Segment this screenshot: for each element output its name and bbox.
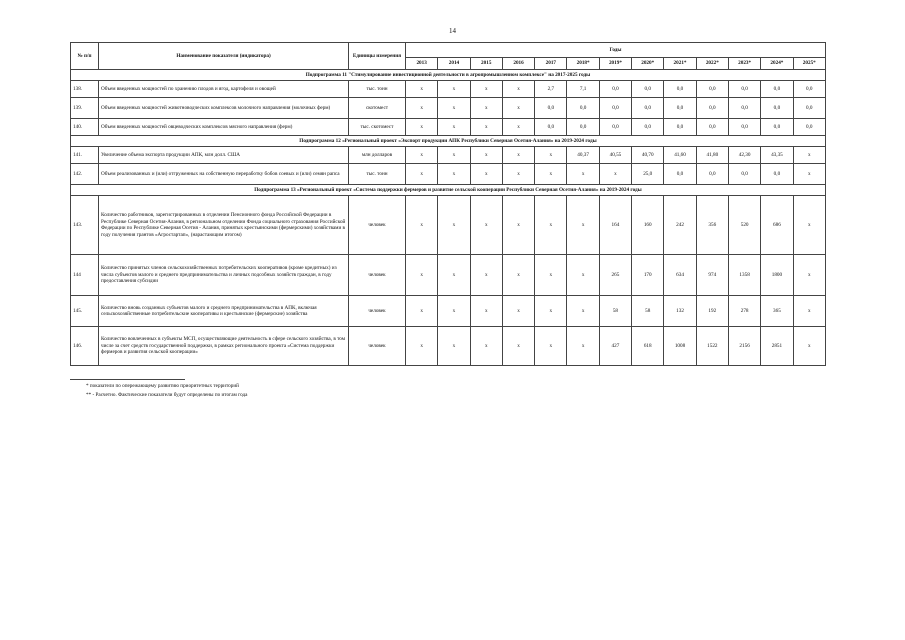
value-cell: х — [470, 296, 502, 327]
value-cell: х — [406, 81, 438, 98]
indicator-table — [70, 42, 826, 366]
value-cell: 0,0 — [696, 164, 728, 185]
value-cell: 0,0 — [761, 98, 793, 119]
value-cell: 58 — [599, 296, 631, 327]
value-cell: 58 — [632, 296, 664, 327]
table-row — [71, 119, 826, 136]
value-cell: 132 — [664, 296, 696, 327]
footnote-1: * показатели по опережающему развитию приоритетных территорий — [86, 383, 239, 389]
value-cell: 974 — [696, 255, 728, 296]
value-cell: 0,0 — [728, 98, 760, 119]
unit-cell: тыс. скотомест — [349, 119, 406, 136]
value-cell: х — [438, 147, 470, 164]
value-cell: 618 — [632, 327, 664, 366]
value-cell: х — [406, 98, 438, 119]
unit-cell: млн долларов — [349, 147, 406, 164]
row-number: 140. — [71, 119, 99, 136]
value-cell: х — [438, 119, 470, 136]
value-cell: х — [406, 196, 438, 255]
table-row — [71, 98, 826, 119]
value-cell: 0,0 — [599, 119, 631, 136]
row-number: 141. — [71, 147, 99, 164]
table-row — [71, 296, 826, 327]
value-cell: х — [567, 296, 599, 327]
header-year: 2014 — [438, 58, 470, 70]
value-cell: 0,0 — [793, 98, 825, 119]
value-cell: х — [406, 327, 438, 366]
value-cell: х — [502, 255, 534, 296]
value-cell: 1522 — [696, 327, 728, 366]
value-cell: х — [535, 327, 567, 366]
indicator-name: Количество вовлеченных в субъекты МСП, осуществляющие деятельность в сфере сельского хозяйства, в том числе за счет средств государственной поддержки, в рамках регионального проекта «Система поддержки фермеров и развития сельской кооперации» — [99, 327, 349, 366]
row-number: 139. — [71, 98, 99, 119]
header-unit: Единицы измерения — [349, 43, 406, 70]
header-year: 2019* — [599, 58, 631, 70]
value-cell: 2,7 — [535, 81, 567, 98]
value-cell: 25,0 — [632, 164, 664, 185]
header-year: 2023* — [728, 58, 760, 70]
header-name: Наименование показателя (индикатора) — [99, 43, 349, 70]
header-year: 2018* — [567, 58, 599, 70]
value-cell: 0,0 — [793, 119, 825, 136]
row-number: 144 — [71, 255, 99, 296]
header-year: 2017 — [535, 58, 567, 70]
unit-cell: человек — [349, 296, 406, 327]
unit-cell: тыс. тонн — [349, 81, 406, 98]
unit-cell: скотомест — [349, 98, 406, 119]
value-cell: х — [502, 327, 534, 366]
value-cell: х — [502, 98, 534, 119]
value-cell: 686 — [761, 196, 793, 255]
value-cell: 170 — [632, 255, 664, 296]
value-cell: 0,0 — [761, 164, 793, 185]
value-cell: 40,55 — [599, 147, 631, 164]
value-cell: х — [470, 327, 502, 366]
value-cell: х — [438, 98, 470, 119]
value-cell: 0,0 — [632, 98, 664, 119]
value-cell: х — [406, 119, 438, 136]
value-cell: 40,70 — [632, 147, 664, 164]
value-cell: 7,1 — [567, 81, 599, 98]
value-cell: х — [470, 164, 502, 185]
value-cell: х — [567, 255, 599, 296]
value-cell: х — [470, 196, 502, 255]
value-cell: 0,0 — [761, 81, 793, 98]
value-cell: 0,0 — [728, 81, 760, 98]
footnotes — [86, 382, 247, 400]
value-cell: х — [793, 296, 825, 327]
indicator-name: Количество принятых членов сельскохозяйственных потребительских кооперативов (кроме кредитных) из числа субъектов малого и среднего предпринимательства и личных подсобных хозяйств граждан, в году предоставления субсидии — [99, 255, 349, 296]
value-cell: 2156 — [728, 327, 760, 366]
page-number: 14 — [449, 27, 456, 35]
value-cell: х — [438, 255, 470, 296]
value-cell: х — [470, 255, 502, 296]
header-year: 2024* — [761, 58, 793, 70]
value-cell: х — [793, 147, 825, 164]
value-cell: 43,35 — [761, 147, 793, 164]
header-year: 2025* — [793, 58, 825, 70]
value-cell: 1008 — [664, 327, 696, 366]
value-cell: 40,37 — [567, 147, 599, 164]
section-title: Подпрограмма 11 "Стимулирование инвестиционной деятельности в агропромышленном комплексе" на 2017-2025 годы — [71, 70, 826, 81]
unit-cell: человек — [349, 196, 406, 255]
section-title: Подпрограмма 13 «Региональный проект «Система поддержки фермеров и развитие сельской кооперации Республики Северная Осетия-Алания» на 2019-2024 годы — [71, 185, 826, 196]
value-cell: 2851 — [761, 327, 793, 366]
value-cell: х — [470, 119, 502, 136]
value-cell: 0,0 — [535, 119, 567, 136]
value-cell: 0,0 — [535, 98, 567, 119]
value-cell: х — [535, 147, 567, 164]
value-cell: х — [438, 327, 470, 366]
value-cell: х — [567, 327, 599, 366]
footnote-2: ** - Расчетно. Фактические показатели будут определены по итогам года — [86, 391, 248, 398]
value-cell: х — [438, 196, 470, 255]
value-cell: 0,0 — [599, 98, 631, 119]
value-cell: х — [599, 164, 631, 185]
value-cell: х — [470, 81, 502, 98]
indicator-name: Количество работников, зарегистрированных в отделении Пенсионного фонда Российской Федерации в Республике Северная Осетия-Алания, в региональном отделении Фонда социального страхования Российской Федерации по Республике Северная Осетия - Алания, принятых крестьянскими (фермерскими) хозяйствами в году получения грантов «Агростартап», (нарастающим итогом) — [99, 196, 349, 255]
value-cell: 0,0 — [793, 81, 825, 98]
value-cell: 192 — [696, 296, 728, 327]
row-number: 145. — [71, 296, 99, 327]
value-cell: 278 — [728, 296, 760, 327]
table-row — [71, 196, 826, 255]
value-cell: 41,60 — [664, 147, 696, 164]
value-cell: х — [502, 119, 534, 136]
row-number: 143. — [71, 196, 99, 255]
value-cell: 0,0 — [567, 98, 599, 119]
footnote-separator — [70, 379, 185, 380]
value-cell: 41,80 — [696, 147, 728, 164]
section-title: Подпрограмма 12 «Региональный проект «Экспорт продукции АПК Республики Северная Осетия-Алания» на 2019-2024 годы — [71, 136, 826, 147]
value-cell: 42,30 — [728, 147, 760, 164]
value-cell: 0,0 — [696, 98, 728, 119]
value-cell: х — [406, 255, 438, 296]
value-cell: 0,0 — [632, 119, 664, 136]
table-row — [71, 327, 826, 366]
row-number: 146. — [71, 327, 99, 366]
value-cell: х — [502, 164, 534, 185]
value-cell: 0,0 — [696, 119, 728, 136]
value-cell: х — [470, 98, 502, 119]
header-year: 2015 — [470, 58, 502, 70]
value-cell: х — [535, 255, 567, 296]
header-year: 2021* — [664, 58, 696, 70]
value-cell: 0,0 — [696, 81, 728, 98]
value-cell: 0,0 — [567, 119, 599, 136]
header-year: 2016 — [502, 58, 534, 70]
table-row — [71, 81, 826, 98]
value-cell: 164 — [599, 196, 631, 255]
value-cell: х — [406, 164, 438, 185]
indicator-name: Количество вновь созданных субъектов малого и среднего предпринимательства в АПК, включая сельскохозяйственные потребительские кооперативы и крестьянские (фермерские) хозяйства — [99, 296, 349, 327]
header-year: 2013 — [406, 58, 438, 70]
value-cell: х — [567, 196, 599, 255]
value-cell: 356 — [696, 196, 728, 255]
value-cell: 365 — [761, 296, 793, 327]
value-cell: 1358 — [728, 255, 760, 296]
value-cell: х — [502, 196, 534, 255]
value-cell: 0,0 — [664, 98, 696, 119]
header-years-group: Годы — [406, 43, 826, 58]
indicator-name: Объем реализованных и (или) отгруженных на собственную переработку бобов соевых и (или) семян рапса — [99, 164, 349, 185]
value-cell: х — [535, 196, 567, 255]
value-cell: 427 — [599, 327, 631, 366]
value-cell: х — [793, 196, 825, 255]
indicator-name: Объем введенных мощностей животноводческих комплексов молочного направления (молочных ферм) — [99, 98, 349, 119]
value-cell: х — [406, 147, 438, 164]
header-num: № п/п — [71, 43, 99, 70]
value-cell: 0,0 — [664, 164, 696, 185]
value-cell: 242 — [664, 196, 696, 255]
value-cell: 160 — [632, 196, 664, 255]
value-cell: х — [438, 164, 470, 185]
value-cell: х — [793, 327, 825, 366]
unit-cell: тыс. тонн — [349, 164, 406, 185]
value-cell: х — [502, 296, 534, 327]
value-cell: 0,0 — [761, 119, 793, 136]
value-cell: 0,0 — [728, 164, 760, 185]
value-cell: 634 — [664, 255, 696, 296]
value-cell: х — [438, 296, 470, 327]
value-cell: 265 — [599, 255, 631, 296]
value-cell: х — [793, 255, 825, 296]
header-year: 2020* — [632, 58, 664, 70]
value-cell: 0,0 — [599, 81, 631, 98]
value-cell: х — [502, 81, 534, 98]
unit-cell: человек — [349, 255, 406, 296]
header-year: 2022* — [696, 58, 728, 70]
indicator-name: Объем введенных мощностей овцеводческих комплексов мясного направления (ферм) — [99, 119, 349, 136]
value-cell: 0,0 — [632, 81, 664, 98]
table-row — [71, 164, 826, 185]
row-number: 138. — [71, 81, 99, 98]
value-cell: х — [535, 296, 567, 327]
indicator-name: Увеличение объема экспорта продукции АПК, млн долл. США — [99, 147, 349, 164]
table-row — [71, 255, 826, 296]
table-row — [71, 147, 826, 164]
value-cell: х — [438, 81, 470, 98]
value-cell: 0,0 — [664, 81, 696, 98]
value-cell: 520 — [728, 196, 760, 255]
value-cell: 0,0 — [728, 119, 760, 136]
value-cell: 0,0 — [664, 119, 696, 136]
row-number: 142. — [71, 164, 99, 185]
value-cell: х — [470, 147, 502, 164]
value-cell: х — [406, 296, 438, 327]
value-cell: х — [567, 164, 599, 185]
unit-cell: человек — [349, 327, 406, 366]
value-cell: х — [793, 164, 825, 185]
indicator-name: Объем введенных мощностей по хранению плодов и ягод, картофеля и овощей — [99, 81, 349, 98]
value-cell: х — [535, 164, 567, 185]
value-cell: х — [502, 147, 534, 164]
value-cell: 1800 — [761, 255, 793, 296]
